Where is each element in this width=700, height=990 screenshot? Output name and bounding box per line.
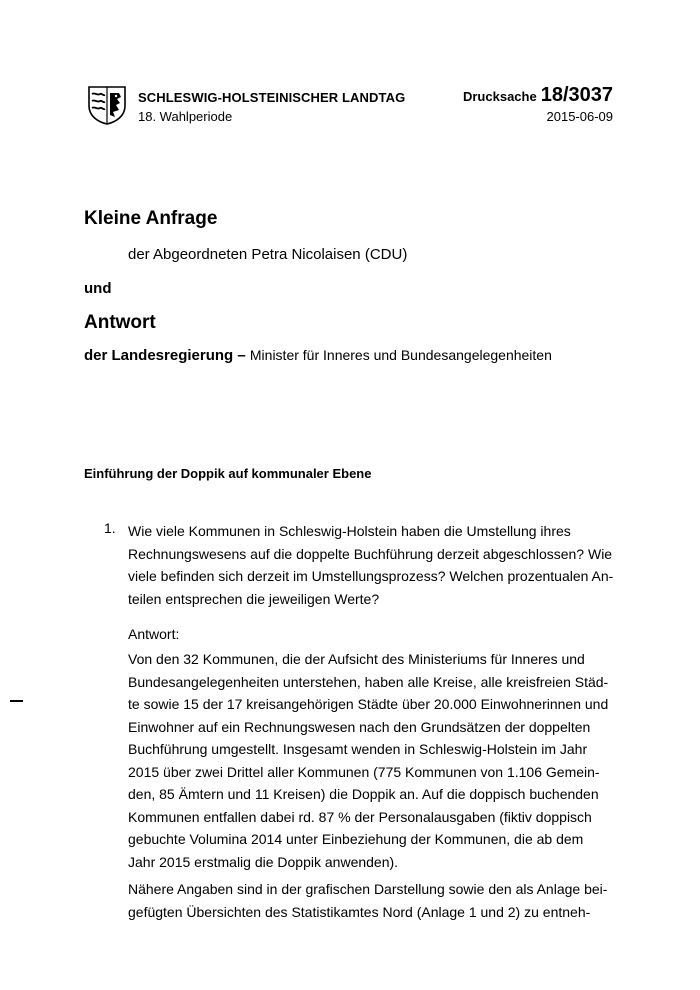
question-line: viele befinden sich derzeit im Umstellungsprozess? Welchen prozentualen An-	[128, 568, 614, 584]
answer-text	[128, 648, 618, 873]
landesregierung-label: der Landesregierung –	[84, 347, 246, 364]
answer-line: gebuchte Volumina 2014 unter Einbeziehung der Kommunen, die ab dem	[128, 831, 584, 847]
question-line: teilen entsprechen die jeweiligen Werte?	[128, 590, 380, 607]
drucksache-number: 18/3037	[540, 84, 613, 106]
question-line: Wie viele Kommunen in Schleswig-Holstein haben die Umstellung ihres	[128, 523, 571, 539]
answer-line: te sowie 15 der 17 kreisangehörigen Städte über 20.000 Einwohnerinnen und	[128, 696, 609, 712]
answer-line: Einwohner auf ein Rechnungswesen nach den Grundsätzen der doppelten	[128, 718, 591, 735]
coat-of-arms-icon	[86, 84, 128, 126]
inquiry-author: der Abgeordneten Petra Nicolaisen (CDU)	[128, 246, 408, 263]
answer-line: Jahr 2015 erstmalig die Doppik anwenden).	[128, 853, 399, 870]
answering-body	[84, 347, 552, 364]
electoral-period: 18. Wahlperiode	[138, 109, 233, 124]
answer-line: Von den 32 Kommunen, die der Aufsicht des Ministeriums für Inneres und	[128, 651, 585, 667]
answer-more-text	[128, 878, 618, 923]
answer-line: Nähere Angaben sind in der grafischen Darstellung sowie den als Anlage bei-	[128, 881, 608, 897]
question-line: Rechnungswesens auf die doppelte Buchführung derzeit abgeschlossen? Wie	[128, 545, 613, 562]
answer-line: gefügten Übersichten des Statistikamtes Nord (Anlage 1 und 2) zu entneh-	[128, 903, 591, 920]
answer-line: 2015 über zwei Drittel aller Kommunen (775 Kommunen von 1.106 Gemein-	[128, 763, 600, 780]
drucksache-block	[463, 84, 613, 107]
document-date: 2015-06-09	[546, 109, 613, 124]
heading-kleine-anfrage: Kleine Anfrage	[84, 208, 218, 229]
subject-heading: Einführung der Doppik auf kommunaler Ebene	[84, 466, 372, 481]
question-text	[128, 520, 618, 610]
heading-antwort: Antwort	[84, 312, 156, 333]
minister-name: Minister für Inneres und Bundesangelegenheiten	[249, 347, 552, 363]
parliament-name: SCHLESWIG-HOLSTEINISCHER LANDTAG	[138, 90, 406, 105]
margin-mark	[10, 700, 23, 702]
answer-line: Buchführung umgestellt. Insgesamt wenden in Schleswig-Holstein im Jahr	[128, 741, 588, 757]
heading-und: und	[84, 280, 112, 297]
answer-line: Bundesangelegenheiten unterstehen, haben alle Kreise, alle kreisfreien Städ-	[128, 673, 609, 690]
answer-label: Antwort:	[128, 626, 180, 642]
drucksache-label: Drucksache	[462, 89, 537, 104]
answer-line: den, 85 Ämtern und 11 Kreisen) die Doppik an. Auf die doppisch buchenden	[128, 786, 599, 802]
question-number: 1.	[104, 520, 116, 536]
answer-line: Kommunen entfallen dabei rd. 87 % der Personalausgaben (fiktiv doppisch	[128, 808, 592, 825]
